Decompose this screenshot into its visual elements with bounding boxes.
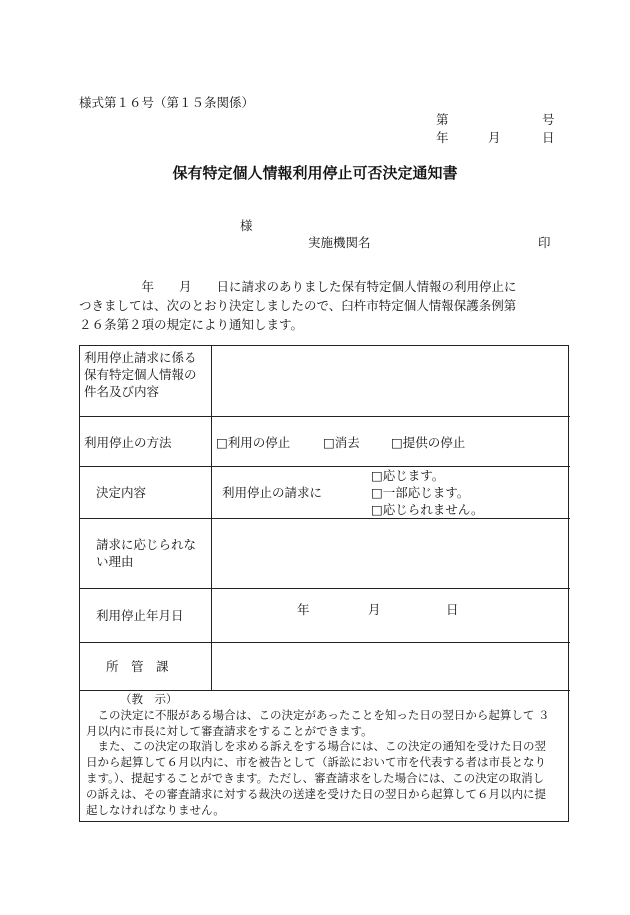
seal-mark: 印 <box>538 235 551 250</box>
date-day: 日 <box>542 130 555 145</box>
notice-line: また、この決定の取消しを求める訴えをする場合には、この決定の通知を受けた日の翌 <box>86 739 546 754</box>
date-year: 年 <box>436 130 449 145</box>
option-provision-stop: □提供の停止 <box>391 435 466 450</box>
number-suffix: 号 <box>542 112 555 127</box>
agency-label: 実施機関名 <box>308 235 371 250</box>
row1-label-line: 利用停止請求に係る <box>84 350 197 365</box>
instructions-notice <box>86 692 564 818</box>
notice-line: ます。）、提起することができます。ただし、審査請求をした場合には、この決定の取消し <box>86 770 545 785</box>
addressee-sama: 様 <box>240 218 253 233</box>
row-divider <box>80 690 570 691</box>
form-number: 様式第１６号（第１５条関係） <box>79 95 255 110</box>
notice-line: の訴えは、その審査請求に対する裁決の送達を受けた日の翌日から起算して６月以内に提 <box>86 786 546 801</box>
row6-label: 所 管 課 <box>106 659 169 674</box>
notice-line: 月以内に市長に対して審査請求をすることができます。 <box>86 723 373 738</box>
issue-date <box>436 128 556 145</box>
row-divider <box>80 416 570 417</box>
row3-prefix: 利用停止の請求に <box>222 485 323 500</box>
document-title: 保有特定個人情報利用停止可否決定通知書 <box>172 164 458 182</box>
row4-label-line: い理由 <box>96 554 134 569</box>
decision-options <box>371 467 484 518</box>
row1-label-line: 保有特定個人情報の <box>84 367 197 382</box>
option-reject: □応じられません。 <box>371 502 484 517</box>
row-divider <box>80 518 570 519</box>
document-number <box>436 110 556 127</box>
option-erase: □消去 <box>323 435 360 450</box>
notice-heading: （教 示） <box>120 692 178 706</box>
notice-line: 起しなければなりません。 <box>86 802 225 817</box>
row-divider <box>80 642 570 643</box>
row-divider <box>80 588 570 589</box>
notice-line: この決定に不服がある場合は、この決定があったことを知った日の翌日から起算して ３ <box>86 707 550 722</box>
row-divider <box>80 466 570 467</box>
stop-date-day: 日 <box>446 602 459 617</box>
date-month: 月 <box>488 130 501 145</box>
row4-label <box>96 536 196 570</box>
row1-label-line: 件名及び内容 <box>84 384 160 399</box>
stop-date-month: 月 <box>368 602 381 617</box>
intro-line: ２６条第２項の規定により通知します。 <box>79 317 304 332</box>
row2-label: 利用停止の方法 <box>84 435 172 450</box>
row4-label-line: 請求に応じられな <box>96 537 197 552</box>
row1-label <box>84 349 197 400</box>
intro-line: 年 月 日に請求のありました保有特定個人情報の利用停止に <box>79 279 517 294</box>
notice-line: 日から起算して６月以内に、市を被告として（訴訟において市を代表する者は市長となり <box>86 755 546 770</box>
option-partial-accept: □一部応じます。 <box>371 485 470 500</box>
row5-label: 利用停止年月日 <box>96 608 184 623</box>
number-prefix: 第 <box>436 112 449 127</box>
option-use-stop: □利用の停止 <box>216 435 291 450</box>
column-divider <box>211 346 212 690</box>
stop-date-year: 年 <box>297 602 310 617</box>
intro-line: つきましては、次のとおり決定しましたので、臼杵市特定個人情報保護条例第 <box>79 298 517 313</box>
decision-table <box>79 345 569 822</box>
row3-label: 決定内容 <box>96 485 147 500</box>
intro-paragraph <box>79 277 574 334</box>
option-accept: □応じます。 <box>371 468 445 483</box>
